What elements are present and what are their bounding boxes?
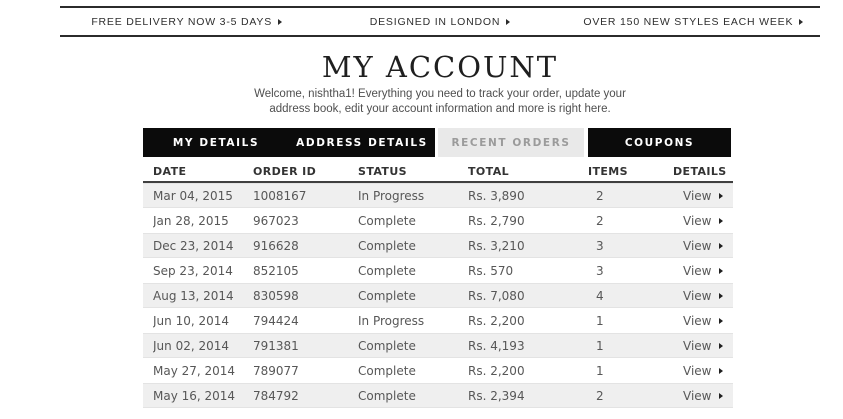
arrow-right-icon <box>719 243 723 249</box>
arrow-right-icon <box>719 193 723 199</box>
view-label: View <box>683 188 712 203</box>
order-status: Complete <box>358 263 416 278</box>
promo-link-designed-in-london[interactable] <box>313 8 566 35</box>
view-order-link[interactable] <box>673 289 723 303</box>
arrow-right-icon <box>719 368 723 374</box>
order-status: Complete <box>358 213 416 228</box>
order-total: Rs. 570 <box>468 263 514 278</box>
order-id: 967023 <box>253 213 299 228</box>
table-row <box>143 308 733 333</box>
order-items: 4 <box>596 288 604 303</box>
arrow-right-icon <box>719 318 723 324</box>
view-order-link[interactable] <box>673 214 723 228</box>
view-label: View <box>683 288 712 303</box>
order-date: Aug 13, 2014 <box>153 288 234 303</box>
orders-table <box>143 162 733 408</box>
order-date: Sep 23, 2014 <box>153 263 233 278</box>
order-id: 1008167 <box>253 188 307 203</box>
order-status: In Progress <box>358 188 425 203</box>
order-id: 791381 <box>253 338 299 353</box>
order-id: 794424 <box>253 313 299 328</box>
arrow-right-icon <box>719 218 723 224</box>
order-status: Complete <box>358 288 416 303</box>
tab-address-details[interactable]: ADDRESS DETAILS <box>289 128 435 157</box>
order-items: 2 <box>596 388 604 403</box>
tab-recent-orders[interactable]: RECENT ORDERS <box>438 128 584 157</box>
order-items: 1 <box>596 313 604 328</box>
order-items: 3 <box>596 263 604 278</box>
arrow-right-icon <box>506 19 510 25</box>
order-id: 784792 <box>253 388 299 403</box>
view-order-link[interactable] <box>673 364 723 378</box>
order-total: Rs. 4,193 <box>468 338 525 353</box>
view-label: View <box>683 313 712 328</box>
order-items: 3 <box>596 238 604 253</box>
order-id: 852105 <box>253 263 299 278</box>
view-order-link[interactable] <box>673 264 723 278</box>
page-title: MY ACCOUNT <box>321 50 559 84</box>
view-label: View <box>683 263 712 278</box>
order-id: 916628 <box>253 238 299 253</box>
view-label: View <box>683 238 712 253</box>
order-status: Complete <box>358 363 416 378</box>
table-row <box>143 183 733 208</box>
arrow-right-icon <box>278 19 282 25</box>
tab-my-details[interactable]: MY DETAILS <box>143 128 289 157</box>
column-header-orderid: ORDER ID <box>253 165 317 178</box>
order-items: 2 <box>596 188 604 203</box>
promo-label: FREE DELIVERY NOW 3-5 DAYS <box>91 15 272 28</box>
view-order-link[interactable] <box>673 189 723 203</box>
order-items: 2 <box>596 213 604 228</box>
welcome-line-2: address book, edit your account information and more is right here. <box>269 103 611 115</box>
arrow-right-icon <box>719 393 723 399</box>
view-order-link[interactable] <box>673 239 723 253</box>
promo-label: OVER 150 NEW STYLES EACH WEEK <box>583 15 794 28</box>
arrow-right-icon <box>719 268 723 274</box>
table-row <box>143 283 733 308</box>
table-row <box>143 258 733 283</box>
column-header-total: TOTAL <box>468 165 510 178</box>
order-total: Rs. 2,394 <box>468 388 525 403</box>
order-date: Jun 02, 2014 <box>153 338 230 353</box>
welcome-line-1: Welcome, nishtha1! Everything you need to track your order, update your <box>254 88 626 100</box>
column-header-date: DATE <box>153 165 187 178</box>
view-order-link[interactable] <box>673 314 723 328</box>
table-row <box>143 358 733 383</box>
column-header-details: DETAILS <box>673 165 727 178</box>
order-date: May 16, 2014 <box>153 388 236 403</box>
table-row <box>143 208 733 233</box>
table-row <box>143 233 733 258</box>
column-header-items: ITEMS <box>588 165 628 178</box>
order-total: Rs. 2,200 <box>468 363 525 378</box>
order-total: Rs. 3,210 <box>468 238 525 253</box>
promo-label: DESIGNED IN LONDON <box>369 15 501 28</box>
order-total: Rs. 2,790 <box>468 213 525 228</box>
view-label: View <box>683 363 712 378</box>
order-total: Rs. 3,890 <box>468 188 525 203</box>
arrow-right-icon <box>799 19 803 25</box>
order-status: Complete <box>358 238 416 253</box>
view-order-link[interactable] <box>673 339 723 353</box>
account-section <box>143 128 733 408</box>
order-date: Mar 04, 2015 <box>153 188 233 203</box>
arrow-right-icon <box>719 343 723 349</box>
order-status: In Progress <box>358 313 425 328</box>
promo-link-free-delivery[interactable] <box>60 8 313 35</box>
arrow-right-icon <box>719 293 723 299</box>
order-total: Rs. 7,080 <box>468 288 525 303</box>
view-order-link[interactable] <box>673 389 723 403</box>
order-date: Jun 10, 2014 <box>153 313 230 328</box>
tab-coupons[interactable]: COUPONS <box>588 128 731 157</box>
view-label: View <box>683 388 712 403</box>
order-date: Dec 23, 2014 <box>153 238 234 253</box>
table-row <box>143 383 733 408</box>
account-tabs <box>143 128 733 157</box>
order-status: Complete <box>358 338 416 353</box>
promo-topbar <box>60 6 820 37</box>
order-items: 1 <box>596 363 604 378</box>
order-id: 789077 <box>253 363 299 378</box>
welcome-message <box>60 87 820 117</box>
table-row <box>143 333 733 358</box>
order-date: Jan 28, 2015 <box>153 213 229 228</box>
order-total: Rs. 2,200 <box>468 313 525 328</box>
promo-link-new-styles[interactable] <box>567 8 820 35</box>
table-header-row <box>143 162 733 183</box>
order-status: Complete <box>358 388 416 403</box>
order-date: May 27, 2014 <box>153 363 236 378</box>
view-label: View <box>683 338 712 353</box>
view-label: View <box>683 213 712 228</box>
order-id: 830598 <box>253 288 299 303</box>
order-items: 1 <box>596 338 604 353</box>
column-header-status: STATUS <box>358 165 407 178</box>
